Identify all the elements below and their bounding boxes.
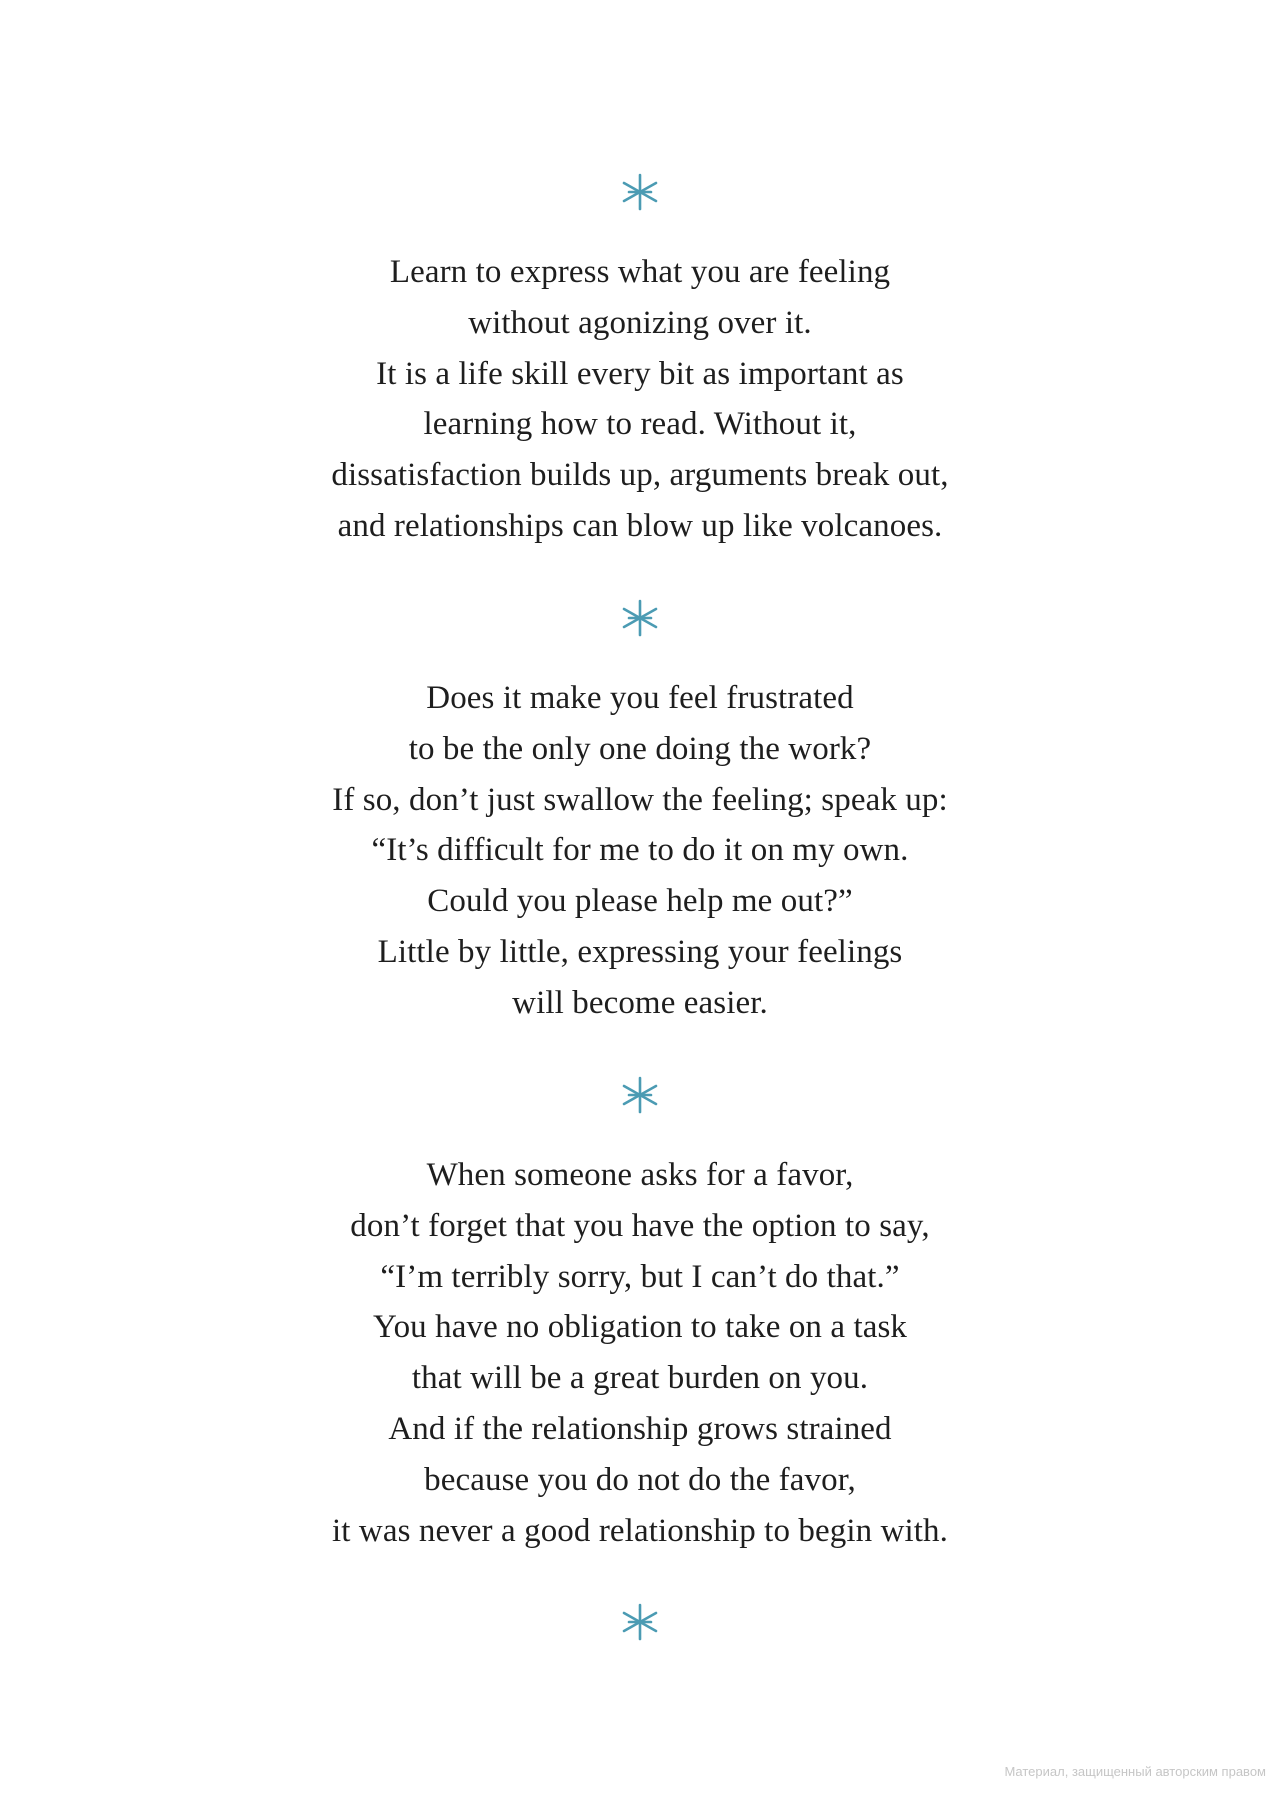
asterisk-star-icon [620, 598, 660, 638]
passage-favor [0, 1150, 1280, 1556]
passage-line: Could you please help me out?” [427, 883, 853, 920]
passage-line: learning how to read. Without it, [423, 406, 857, 443]
copyright-watermark: Материал, защищенный авторским правом [1004, 1764, 1266, 1779]
passage-line: It is a life skill every bit as important as [376, 355, 904, 392]
asterisk-star-icon [620, 1602, 660, 1642]
passage-line: dissatisfaction builds up, arguments break out, [331, 457, 949, 494]
passage-line: Little by little, expressing your feelings [377, 933, 903, 970]
passage-line: because you do not do the favor, [424, 1461, 856, 1498]
passage-line: Learn to express what you are feeling [389, 254, 891, 290]
passage-line: to be the only one doing the work? [408, 730, 872, 767]
passage-line: it was never a good relationship to begin with. [332, 1512, 948, 1549]
passage-line: If so, don’t just swallow the feeling; speak up: [332, 781, 948, 818]
asterisk-star-icon [620, 172, 660, 212]
passage-line: that will be a great burden on you. [411, 1360, 869, 1397]
passage-line: don’t forget that you have the option to say, [350, 1207, 930, 1244]
passage-express-feelings [0, 247, 1280, 552]
passage-line: Does it make you feel frustrated [426, 680, 854, 716]
passage-line: will become easier. [512, 984, 768, 1021]
passage-line: And if the relationship grows strained [388, 1410, 892, 1447]
passage-line: “It’s difficult for me to do it on my own. [371, 832, 909, 869]
passage-line: and relationships can blow up like volcanoes. [337, 507, 943, 544]
passage-line: “I’m terribly sorry, but I can’t do that.” [380, 1258, 900, 1295]
asterisk-star-icon [620, 1075, 660, 1115]
passage-line: When someone asks for a favor, [426, 1157, 854, 1193]
passage-line: without agonizing over it. [468, 304, 812, 341]
passage-line: You have no obligation to take on a task [372, 1309, 908, 1346]
passage-frustrated [0, 673, 1280, 1029]
